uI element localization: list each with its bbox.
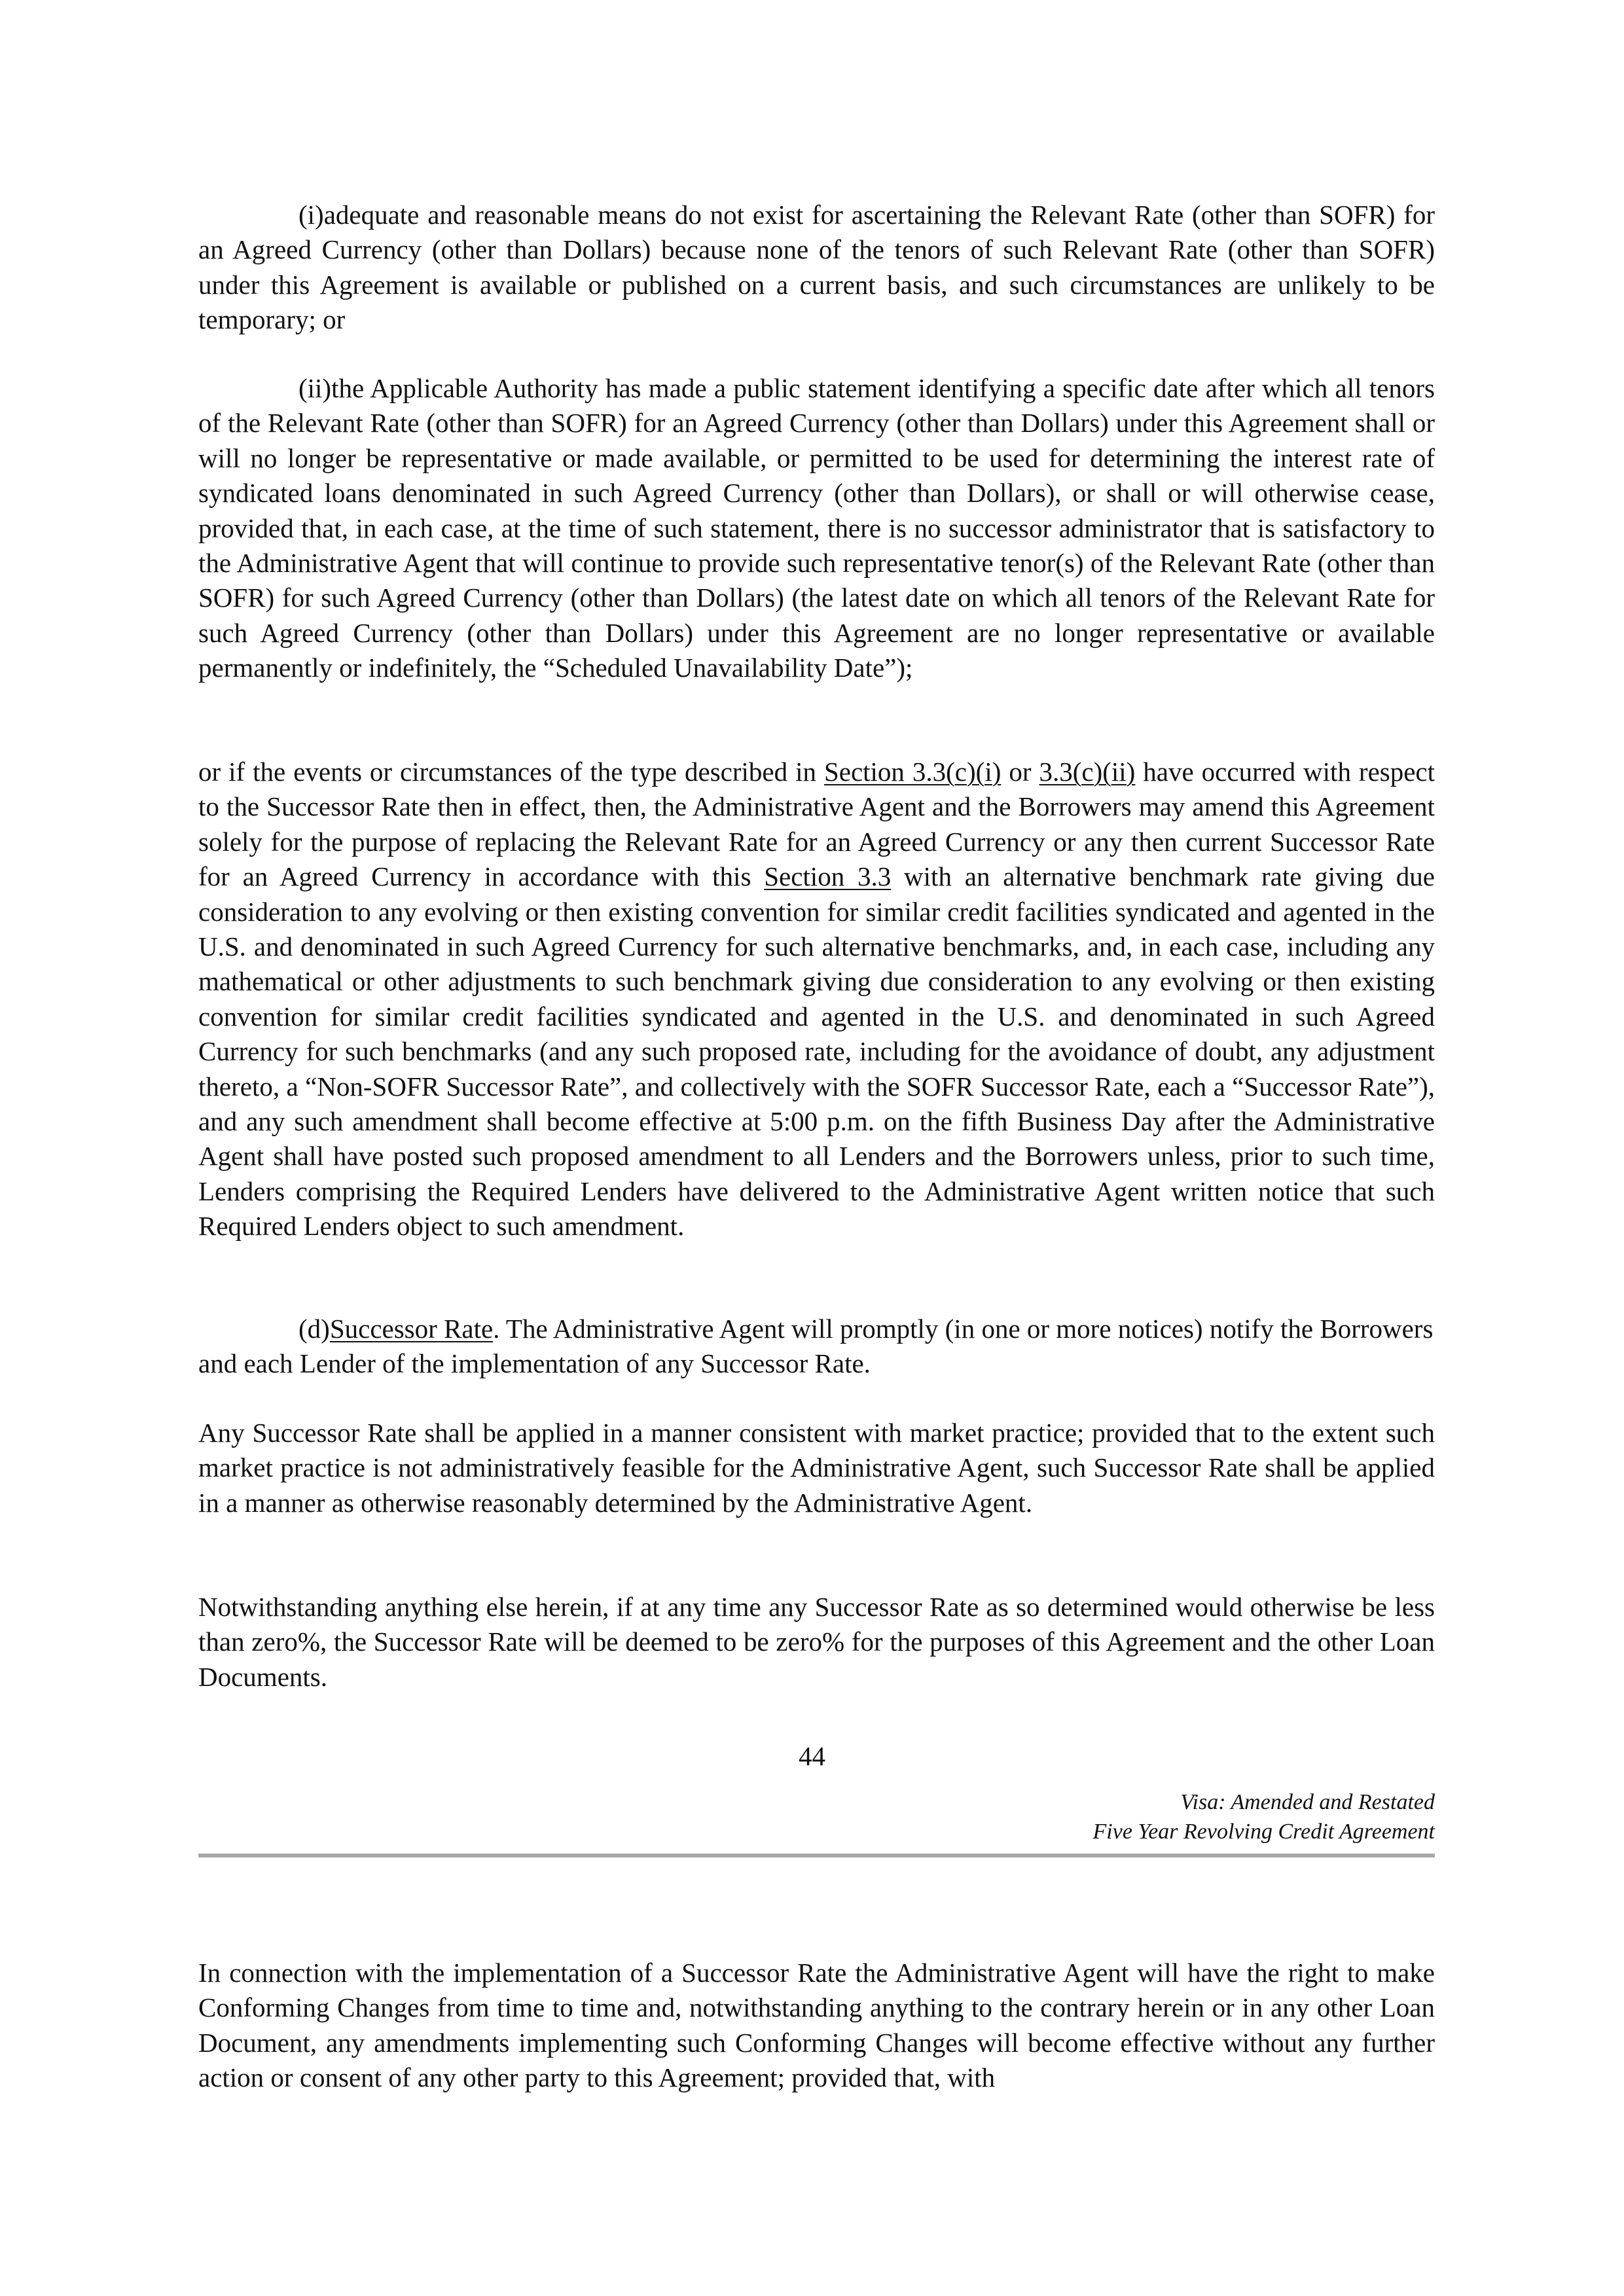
page-divider [198, 1854, 1435, 1857]
successor-rate-paragraph [198, 1312, 1435, 1382]
section-reference: Section 3.3 [764, 861, 892, 892]
footer-title-line-2: Five Year Revolving Credit Agreement [1092, 1820, 1435, 1844]
paragraph-text: . The Administrative Agent will promptly (in one or more notices) notify the Borrowers and each Lender of the implementation of any Successor Rate. [198, 1314, 1434, 1379]
page-number: 44 [799, 1741, 825, 1771]
paragraph-text: or [1001, 757, 1039, 787]
footer-document-title [1093, 1787, 1435, 1846]
section-reference: 3.3(c)(ii) [1039, 757, 1136, 787]
market-practice-paragraph: Any Successor Rate shall be applied in a manner consistent with market practice; provided that to the extent such market practice is not administratively feasible for the Administrative Agent, such Successor Rate shall be applied in a manner as otherwise reasonably determined by the Administrative Agent. [198, 1418, 1435, 1518]
clause-i-paragraph: (i)adequate and reasonable means do not exist for ascertaining the Relevant Rate (other than SOFR) for an Agreed Currency (other than Dollars) because none of the tenors of such Relevant Rate (other than SOFR) under this Agreement is available or published on a current basis, and such circumstances are unlikely to be temporary; or [198, 200, 1435, 335]
paragraph-text: have occurred with respect to the Successor Rate then in effect, then, the Administrative Agent and the Borrowers may amend this Agreement solely for the purpose of replacing the Relevant Rate for an Agreed Currency or any then current Successor Rate for an Agreed Currency in accordance with this [198, 757, 1435, 892]
replacement-rate-paragraph [198, 755, 1435, 1244]
paragraph-text: or if the events or circumstances of the type described in [198, 757, 824, 787]
zero-floor-paragraph: Notwithstanding anything else herein, if at any time any Successor Rate as so determined would otherwise be less than zero%, the Successor Rate will be deemed to be zero% for the purposes of this Agreement and the other Loan Documents. [198, 1592, 1435, 1692]
footer-title-line-1: Visa: Amended and Restated [1180, 1790, 1435, 1814]
clause-heading: Successor Rate [329, 1314, 494, 1344]
section-reference: Section 3.3(c)(i) [823, 757, 1001, 787]
clause-label: (d) [298, 1314, 330, 1344]
paragraph-text: with an alternative benchmark rate giving due consideration to any evolving or then existing convention for similar credit facilities syndicated and agented in the U.S. and denominated in such Agreed Currency for such alternative benchmarks, and, in each case, including any mathematical or other adjustments to such benchmark giving due consideration to any evolving or then existing convention for similar credit facilities syndicated and agented in the U.S. and denominated in such Agreed Currency for such benchmarks (and any such proposed rate, including for the avoidance of doubt, any adjustment thereto, a “Non-SOFR Successor Rate”, and collectively with the SOFR Successor Rate, each a “Successor Rate”), and any such amendment shall become effective at 5:00 p.m. on the fifth Business Day after the Administrative Agent shall have posted such proposed amendment to all Lenders and the Borrowers unless, prior to such time, Lenders comprising the Required Lenders have delivered to the Administrative Agent written notice that such Required Lenders object to such amendment. [198, 861, 1435, 1242]
clause-ii-paragraph: (ii)the Applicable Authority has made a public statement identifying a specific date after which all tenors of the Relevant Rate (other than SOFR) for an Agreed Currency (other than Dollars) under this Agreement shall or will no longer be representative or made available, or permitted to be used for determining the interest rate of syndicated loans denominated in such Agreed Currency (other than Dollars), or shall or will otherwise cease, provided that, in each case, at the time of such statement, there is no successor administrator that is satisfactory to the Administrative Agent that will continue to provide such representative tenor(s) of the Relevant Rate (other than SOFR) for such Agreed Currency (other than Dollars) (the latest date on which all tenors of the Relevant Rate for such Agreed Currency (other than Dollars) under this Agreement are no longer representative or available permanently or indefinitely, the “Scheduled Unavailability Date”); [198, 373, 1435, 683]
conforming-changes-paragraph: In connection with the implementation of a Successor Rate the Administrative Agent will have the right to make Conforming Changes from time to time and, notwithstanding anything to the contrary herein or in any other Loan Document, any amendments implementing such Conforming Changes will become effective without any further action or consent of any other party to this Agreement; provided that, with [198, 1958, 1435, 2093]
